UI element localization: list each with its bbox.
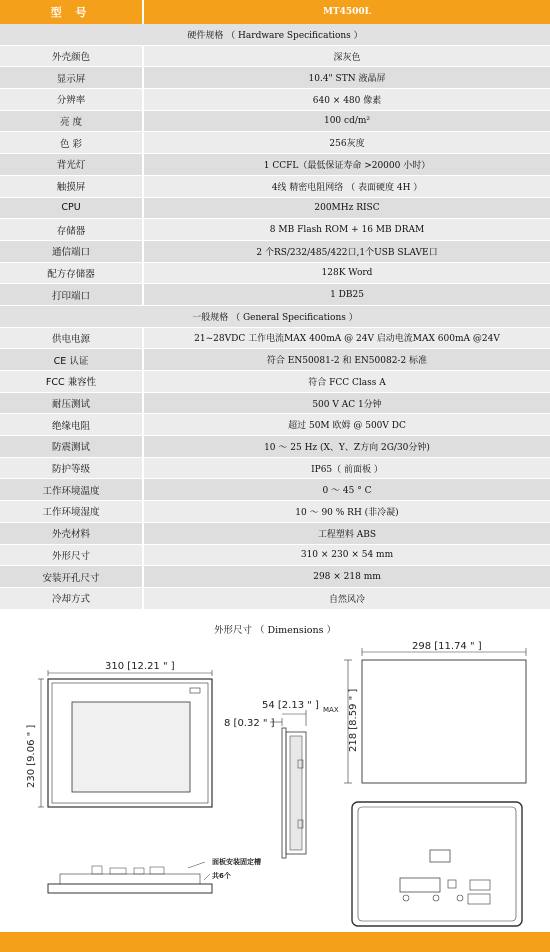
spec-row <box>0 545 550 567</box>
spec-label: 绝缘电阻 <box>0 414 144 435</box>
spec-value: 640 × 480 像素 <box>312 95 382 106</box>
spec-value: 500 V AC 1分钟 <box>312 399 382 410</box>
cutout-height-dim: 218 [8.59 " ] <box>348 688 359 752</box>
spec-row <box>0 436 550 458</box>
spec-label: 通信端口 <box>0 241 144 262</box>
spec-value: 1 DB25 <box>330 289 364 300</box>
spec-row <box>0 284 550 306</box>
spec-label: 存储器 <box>0 219 144 240</box>
spec-label: 工作环境温度 <box>0 479 144 500</box>
cutout-view <box>344 648 526 783</box>
spec-label: 亮 度 <box>0 111 144 132</box>
spec-label: 配方存储器 <box>0 263 144 284</box>
spec-label: 耐压测试 <box>0 393 144 414</box>
spec-table <box>0 24 550 610</box>
spec-row <box>0 219 550 241</box>
spec-label: 工作环境湿度 <box>0 501 144 522</box>
dimensions-drawing <box>0 640 550 932</box>
spec-value: 0 ～ 45 ° C <box>322 486 372 497</box>
spec-row <box>0 523 550 545</box>
model-value: MT4500L <box>144 0 550 24</box>
spec-row <box>0 132 550 154</box>
spec-label: 安装开孔尺寸 <box>0 566 144 587</box>
spec-row <box>0 46 550 68</box>
bracket-count: 共6个 <box>212 872 231 880</box>
spec-value: 21~28VDC 工作电流MAX 400mA @ 24V 启动电流MAX 600mA @24V <box>194 334 500 345</box>
spec-label: 色 彩 <box>0 132 144 153</box>
cutout-width-dim: 298 [11.74 " ] <box>412 641 482 652</box>
spec-value: 8 MB Flash ROM + 16 MB DRAM <box>269 224 425 235</box>
spec-row <box>0 479 550 501</box>
rear-view <box>352 802 522 926</box>
spec-value: 10 ～ 25 Hz (X、Y、Z方向 2G/30分钟) <box>264 442 430 453</box>
spec-value: 自然风冷 <box>328 594 365 605</box>
spec-value: 深灰色 <box>333 52 361 63</box>
spec-label: CPU <box>0 198 144 219</box>
spec-value: 超过 50M 欧姆 @ 500V DC <box>288 421 406 432</box>
width-dim: 310 [12.21 " ] <box>105 661 175 672</box>
spec-value: 符合 EN50081-2 和 EN50082-2 标准 <box>266 356 428 367</box>
spec-label: 外壳材料 <box>0 523 144 544</box>
spec-label: 防护等级 <box>0 458 144 479</box>
spec-row <box>0 414 550 436</box>
spec-label: 触摸屏 <box>0 176 144 197</box>
spec-label: 供电电源 <box>0 328 144 349</box>
spec-row <box>0 89 550 111</box>
spec-row <box>0 566 550 588</box>
spec-label: 外壳颜色 <box>0 46 144 67</box>
spec-value: 100 cd/m² <box>323 116 370 127</box>
spec-value: 10.4" STN 液晶屏 <box>308 74 386 85</box>
footer-bar <box>0 932 550 952</box>
spec-value: 310 × 230 × 54 mm <box>300 549 394 560</box>
spec-label: 分辨率 <box>0 89 144 110</box>
dimensions-title: 外形尺寸 （ Dimensions ） <box>213 625 337 636</box>
spec-value: 256灰度 <box>329 139 365 150</box>
spec-label: 防震测试 <box>0 436 144 457</box>
spec-value: 298 × 218 mm <box>313 571 381 582</box>
spec-label: 背光灯 <box>0 154 144 175</box>
spec-value: 2 个RS/232/485/422口,1个USB SLAVE口 <box>256 247 438 258</box>
spec-row <box>0 349 550 371</box>
spec-row <box>0 328 550 350</box>
height-dim: 230 [9.06 " ] <box>26 724 37 788</box>
spec-row <box>0 154 550 176</box>
spec-row <box>0 67 550 89</box>
front-view <box>38 670 212 807</box>
spec-label: 冷却方式 <box>0 588 144 609</box>
spec-row <box>0 393 550 415</box>
spec-row <box>0 458 550 480</box>
spec-label: CE 认证 <box>0 349 144 370</box>
spec-row <box>0 198 550 220</box>
side-view <box>270 710 306 858</box>
spec-row <box>0 111 550 133</box>
spec-row <box>0 501 550 523</box>
spec-row <box>0 241 550 263</box>
bracket-note: 面板安装固定槽 <box>212 858 261 866</box>
spec-value: 128K Word <box>321 267 373 278</box>
spec-label: 外形尺寸 <box>0 545 144 566</box>
bezel-dim: 8 [0.32 " ] <box>224 718 275 729</box>
spec-row <box>0 263 550 285</box>
spec-value: IP65（ 前面板 ） <box>311 464 383 475</box>
spec-value: 1 CCFL（最低保证寿命 >20000 小时） <box>263 160 431 171</box>
spec-row <box>0 176 550 198</box>
spec-value: 200MHz RISC <box>314 202 380 213</box>
bottom-view <box>48 862 212 893</box>
spec-label: 打印端口 <box>0 284 144 305</box>
section-header: 一般规格 （ General Specifications ） <box>0 306 550 328</box>
spec-row <box>0 588 550 610</box>
section-header: 硬件规格 （ Hardware Specifications ） <box>0 24 550 46</box>
spec-label: FCC 兼容性 <box>0 371 144 392</box>
model-header <box>0 0 550 24</box>
spec-value: 10 ～ 90 % RH (非冷凝) <box>295 507 399 518</box>
model-label: 型 号 <box>0 0 144 24</box>
spec-value: 4线 精密电阻网络 （ 表面硬度 4H ） <box>271 182 423 193</box>
depth-dim: 54 [2.13 " ] <box>262 700 319 711</box>
spec-label: 显示屏 <box>0 67 144 88</box>
depth-max: MAX <box>323 706 339 714</box>
spec-value: 符合 FCC Class A <box>308 377 386 388</box>
spec-value: 工程塑料 ABS <box>317 529 377 540</box>
spec-row <box>0 371 550 393</box>
